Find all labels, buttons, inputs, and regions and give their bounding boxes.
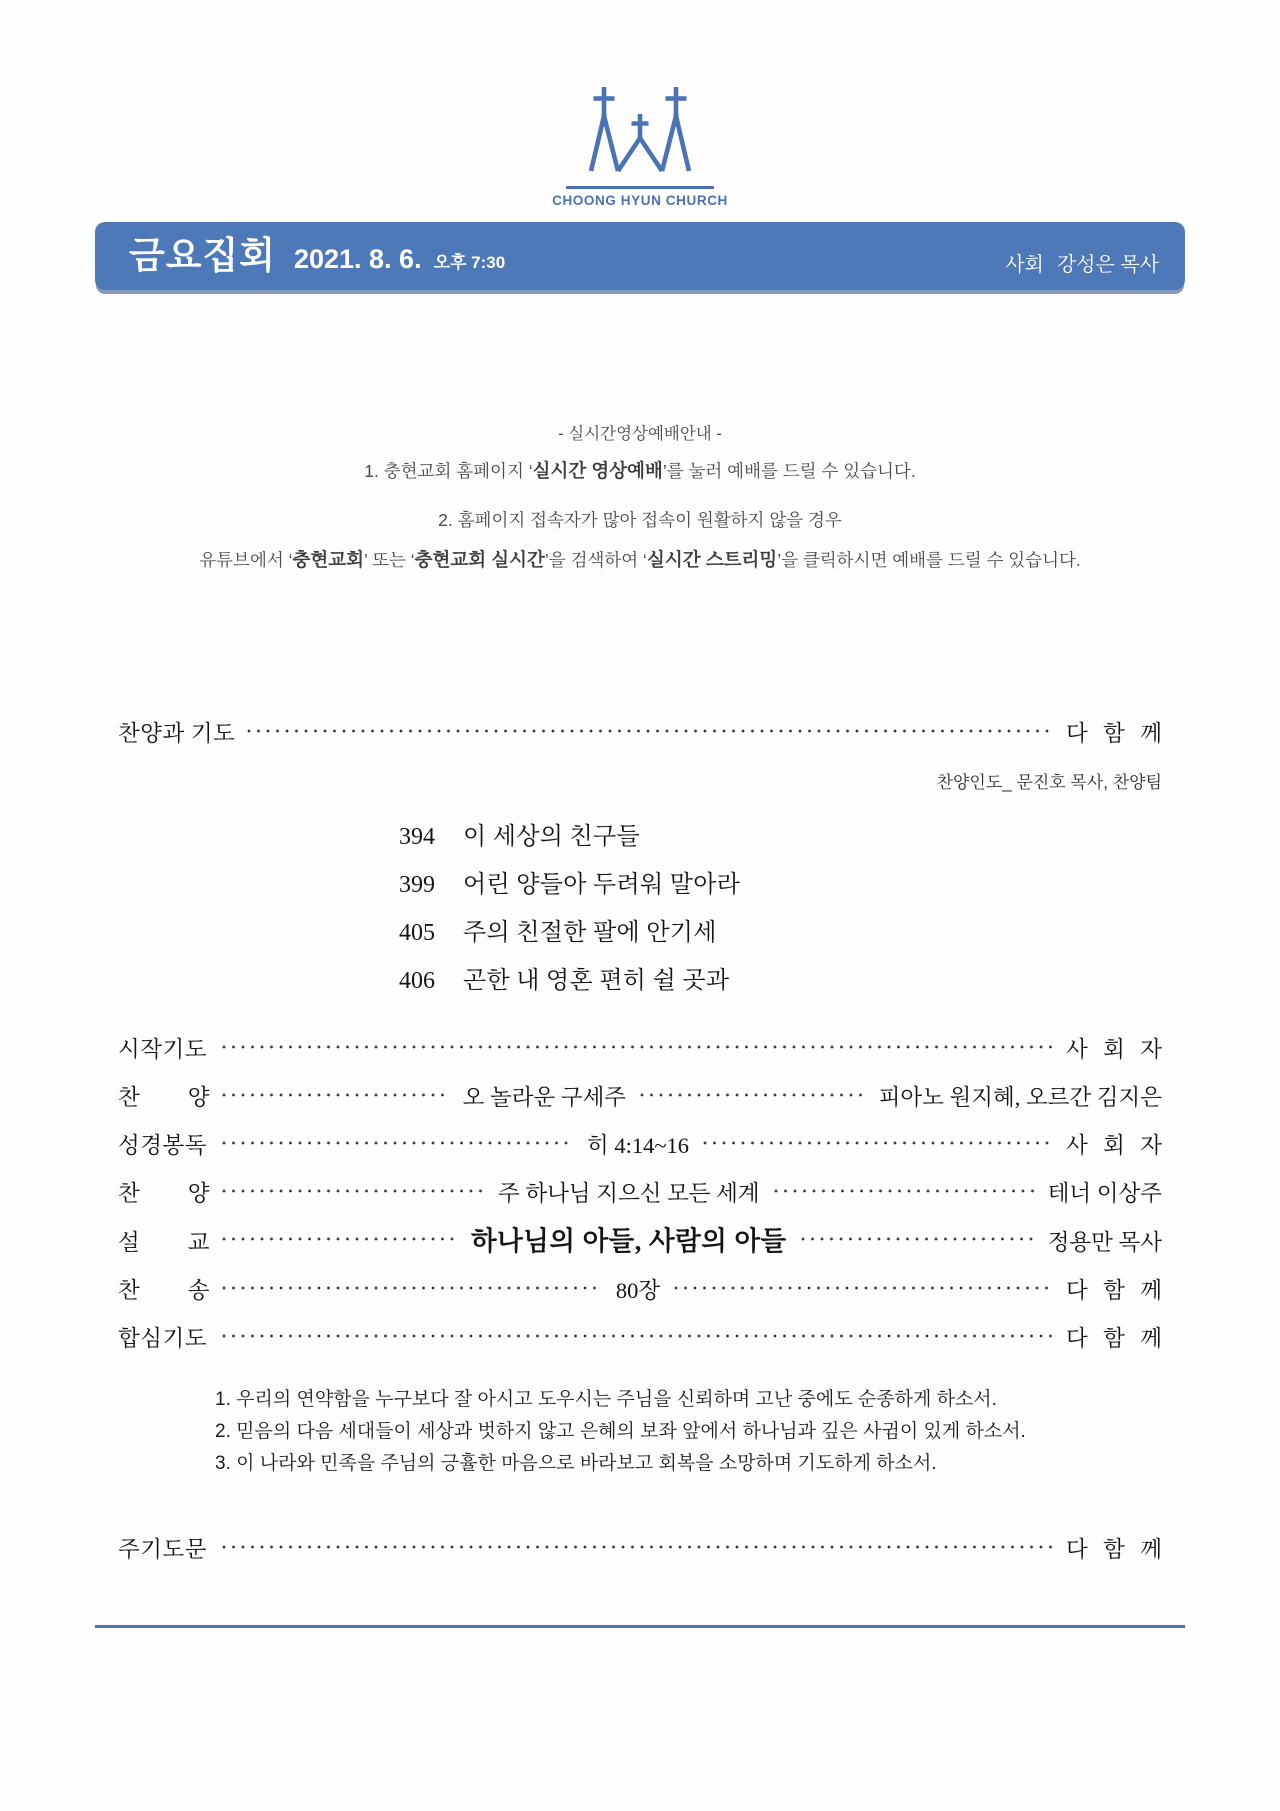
row-label: 찬양과 기도 (118, 721, 236, 746)
hymn-item (399, 871, 1162, 900)
order-rows (118, 1036, 1162, 1352)
dotted-leader (222, 1237, 457, 1241)
row-right: 다 함 께 (1066, 1537, 1162, 1562)
hymn-title: 주의 친절한 팔에 안기세 (463, 920, 717, 946)
dotted-leader (801, 1237, 1036, 1241)
church-name: CHOONG HYUN CHURCH (552, 193, 728, 208)
dotted-leader (222, 1093, 449, 1097)
order-row-sermon (118, 1228, 1162, 1256)
order-row-anthem-2 (118, 1180, 1162, 1207)
row-right: 사 회 자 (1066, 1037, 1162, 1062)
prayer-topic-2: 2. 믿음의 다음 세대들이 세상과 벗하지 않고 은혜의 보좌 앞에서 하나님과 깊은 사귐이 있게 하소서. (215, 1421, 1026, 1442)
presider (1005, 248, 1159, 279)
presider-name: 강성은 목사 (1056, 254, 1159, 276)
row-center: 80장 (615, 1278, 661, 1303)
order-row-hymn-response (118, 1277, 1162, 1304)
order-row-scripture (118, 1132, 1162, 1159)
church-logo (0, 0, 1280, 208)
announcement-title: - 실시간영상예배안내 - (558, 425, 722, 443)
order-row-united-prayer (118, 1325, 1162, 1352)
row-label: 주기도문 (118, 1537, 207, 1562)
service-title-group (129, 225, 505, 279)
dotted-leader (222, 1141, 573, 1145)
service-time: 오후 7:30 (433, 253, 506, 272)
announcement-bold: 실시간 스트리밍 (646, 549, 778, 570)
hymn-title: 이 세상의 친구들 (463, 824, 640, 850)
hymn-item (399, 967, 1162, 996)
three-crosses-icon (578, 84, 702, 177)
announcement-bold: 충현교회 (292, 549, 364, 570)
dotted-leader (674, 1286, 1054, 1290)
service-title: 금요집회 (129, 235, 276, 276)
dotted-leader (703, 1141, 1054, 1145)
announcement-text: ’을 검색하여 ‘ (544, 550, 647, 570)
dotted-leader (247, 729, 1054, 733)
announcement-text: ’를 눌러 예배를 드릴 수 있습니다. (662, 461, 916, 481)
row-right: 테너 이상주 (1047, 1181, 1162, 1206)
announcement-text: ’ 또는 ‘ (364, 550, 415, 570)
order-row-opening-prayer (118, 1036, 1162, 1063)
dotted-leader (222, 1286, 602, 1290)
announcement-line-1 (0, 457, 1280, 483)
livestream-announcement (0, 420, 1280, 572)
hymn-number: 406 (399, 968, 435, 994)
row-label: 설 교 (118, 1230, 210, 1255)
dotted-leader (222, 1334, 1054, 1338)
row-label: 찬 양 (118, 1181, 210, 1206)
hymn-title: 곤한 내 영혼 편히 쉴 곳과 (463, 968, 730, 994)
row-label: 합심기도 (118, 1326, 207, 1351)
hymn-list (399, 823, 1162, 996)
announcement-line-2: 2. 홈페이지 접속자가 많아 접속이 원활하지 않을 경우 (438, 510, 842, 530)
prayer-topic-3: 3. 이 나라와 민족을 주님의 긍휼한 마음으로 바라보고 회복을 소망하며 기도하게 하소서. (215, 1453, 937, 1474)
row-right: 다 함 께 (1066, 1326, 1162, 1351)
service-date: 2021. 8. 6. (293, 244, 422, 274)
row-right: 피아노 원지혜, 오르간 김지은 (878, 1085, 1163, 1110)
row-center: 주 하나님 지으신 모든 세계 (498, 1181, 760, 1206)
row-label: 찬 송 (118, 1278, 210, 1303)
presider-label: 사회 (1005, 254, 1044, 276)
logo-underline (566, 186, 714, 189)
hymn-number: 399 (399, 872, 435, 898)
bottom-divider (95, 1625, 1185, 1628)
dotted-leader (640, 1093, 867, 1097)
prayer-topic-1: 1. 우리의 연약함을 누구보다 잘 아시고 도우시는 주님을 신뢰하며 고난 중에도 순종하게 하소서. (215, 1389, 997, 1410)
row-right: 사 회 자 (1066, 1133, 1163, 1158)
announcement-text: 유튜브에서 ‘ (199, 550, 293, 570)
announcement-bold: 실시간 영상예배 (532, 460, 663, 481)
row-label: 성경봉독 (118, 1133, 207, 1158)
row-center: 히 4:14~16 (586, 1133, 690, 1158)
sermon-title: 하나님의 아들, 사람의 아들 (471, 1226, 787, 1256)
service-header-bar (95, 222, 1185, 290)
hymn-title: 어린 양들아 두려워 말아라 (463, 872, 741, 898)
order-row-lords-prayer (118, 1536, 1162, 1563)
order-of-worship (118, 720, 1162, 1563)
row-right: 정용만 목사 (1047, 1230, 1162, 1255)
order-row-praise-and-prayer (118, 720, 1162, 747)
row-right: 다 함 께 (1066, 1278, 1162, 1303)
announcement-text: ’을 클릭하시면 예배를 드릴 수 있습니다. (777, 550, 1081, 570)
hymn-item (399, 919, 1162, 948)
praise-leader-note: 찬양인도_ 문진호 목사, 찬양팀 (936, 773, 1162, 792)
hymn-item (399, 823, 1162, 852)
announcement-bold: 충현교회 실시간 (414, 549, 545, 570)
dotted-leader (222, 1545, 1054, 1549)
dotted-leader (222, 1045, 1054, 1049)
row-right: 다 함 께 (1066, 721, 1162, 746)
row-label: 시작기도 (118, 1037, 207, 1062)
order-row-anthem-1 (118, 1084, 1162, 1111)
hymn-number: 394 (399, 824, 435, 850)
hymn-number: 405 (399, 920, 435, 946)
prayer-topics (215, 1384, 1162, 1480)
dotted-leader (774, 1189, 1036, 1193)
announcement-line-3 (0, 546, 1280, 572)
row-center: 오 놀라운 구세주 (462, 1085, 627, 1110)
announcement-text: 1. 충현교회 홈페이지 ‘ (364, 461, 533, 481)
dotted-leader (222, 1189, 484, 1193)
row-label: 찬 양 (118, 1085, 210, 1110)
